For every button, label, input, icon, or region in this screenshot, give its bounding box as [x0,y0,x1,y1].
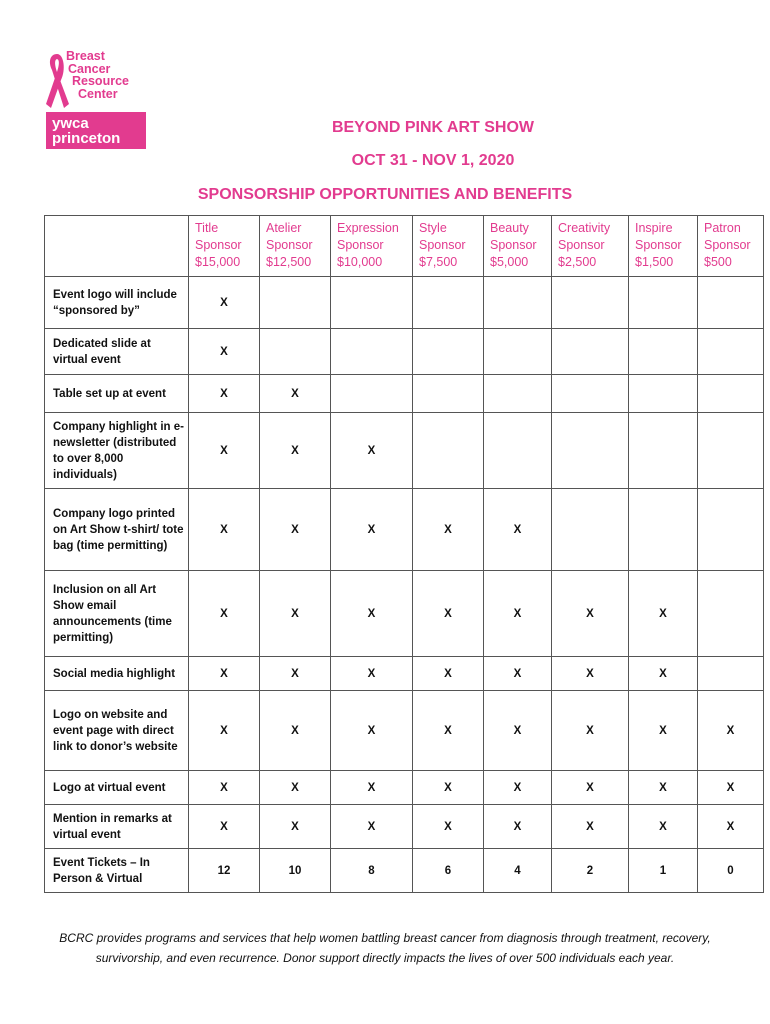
benefit-cell: X [189,413,260,489]
benefit-cell [484,329,552,375]
column-header: Style Sponsor $7,500 [413,216,484,277]
benefit-cell [484,375,552,413]
benefit-cell [629,413,698,489]
benefit-cell: X [189,691,260,771]
column-header: Beauty Sponsor $5,000 [484,216,552,277]
benefit-cell [629,489,698,571]
benefit-cell: X [189,489,260,571]
benefit-cell [629,329,698,375]
table-row [45,849,764,893]
benefit-cell: X [331,805,413,849]
benefit-cell [331,329,413,375]
benefit-cell [629,375,698,413]
benefit-cell: X [331,571,413,657]
benefit-cell: 0 [698,849,764,893]
benefit-cell: X [331,657,413,691]
benefit-cell: X [484,771,552,805]
table-row [45,771,764,805]
event-dates: OCT 31 - NOV 1, 2020 [351,152,515,169]
benefit-cell [698,413,764,489]
column-header: Inspire Sponsor $1,500 [629,216,698,277]
benefit-label: Table set up at event [45,375,189,413]
column-header: Patron Sponsor $500 [698,216,764,277]
logo-line-4: Center [78,86,118,101]
benefit-cell: X [629,571,698,657]
column-header: Title Sponsor $15,000 [189,216,260,277]
benefit-cell: X [260,375,331,413]
benefit-cell [331,277,413,329]
benefit-cell: X [629,771,698,805]
table-row [45,489,764,571]
benefit-cell: X [189,771,260,805]
benefit-cell: X [331,413,413,489]
benefit-cell [331,375,413,413]
benefit-cell: 2 [552,849,629,893]
benefit-label: Event Tickets – In Person & Virtual [45,849,189,893]
benefit-cell: X [260,771,331,805]
benefit-cell: X [484,489,552,571]
benefit-cell: X [331,489,413,571]
benefit-cell: X [484,691,552,771]
sponsorship-table [44,215,764,893]
column-header: Expression Sponsor $10,000 [331,216,413,277]
benefit-cell: X [260,691,331,771]
benefit-cell: X [260,571,331,657]
benefit-cell: X [629,691,698,771]
benefit-cell: X [413,691,484,771]
benefit-cell: X [189,805,260,849]
benefit-cell: X [484,571,552,657]
table-row [45,691,764,771]
benefit-cell: 1 [629,849,698,893]
table-row [45,277,764,329]
benefit-cell [698,571,764,657]
benefit-cell: X [189,657,260,691]
benefit-cell: 4 [484,849,552,893]
benefit-label: Logo at virtual event [45,771,189,805]
benefit-cell: 8 [331,849,413,893]
benefit-cell: X [413,657,484,691]
benefit-cell: X [552,771,629,805]
logo-line-3: Resource [72,74,129,88]
table-row [45,805,764,849]
benefit-cell: X [413,489,484,571]
benefit-label: Company logo printed on Art Show t-shirt/ tote bag (time permitting) [45,489,189,571]
benefit-label: Logo on website and event page with direct link to donor’s website [45,691,189,771]
benefit-cell: X [413,571,484,657]
benefit-label: Company highlight in e-newsletter (distributed to over 8,000 individuals) [45,413,189,489]
benefit-cell: X [331,771,413,805]
benefit-cell [413,375,484,413]
benefit-label: Mention in remarks at virtual event [45,805,189,849]
benefit-cell: X [413,805,484,849]
benefit-cell [552,489,629,571]
benefit-cell: X [698,691,764,771]
benefit-cell [698,657,764,691]
table-row [45,329,764,375]
table-row [45,571,764,657]
footer-note: BCRC provides programs and services that help women battling breast cancer from diagnosis through treatment, recovery, survivorship, and even recurrence. Donor support directly impacts the lives of over 500 individuals each year. [59,931,711,965]
benefit-cell [552,413,629,489]
table-row [45,375,764,413]
page-subtitle: SPONSORSHIP OPPORTUNITIES AND BENEFITS [197,186,573,203]
benefit-cell: X [629,657,698,691]
benefit-cell: X [260,657,331,691]
column-header: Atelier Sponsor $12,500 [260,216,331,277]
benefit-cell: X [629,805,698,849]
benefit-cell: X [552,657,629,691]
benefit-cell: X [189,277,260,329]
column-header: Creativity Sponsor $2,500 [552,216,629,277]
logo-wordmark [66,50,129,100]
benefit-cell: X [260,489,331,571]
benefit-cell [552,375,629,413]
benefit-cell [413,277,484,329]
benefit-cell: 6 [413,849,484,893]
benefit-cell: X [484,657,552,691]
benefit-label: Inclusion on all Art Show email announcements (time permitting) [45,571,189,657]
benefit-cell [552,329,629,375]
princeton-label: princeton [52,130,121,147]
benefit-cell [629,277,698,329]
benefit-cell: X [260,805,331,849]
benefit-cell: X [260,413,331,489]
benefit-label: Dedicated slide at virtual event [45,329,189,375]
benefit-cell [413,329,484,375]
benefit-cell: X [484,805,552,849]
benefit-label: Social media highlight [45,657,189,691]
header-corner [45,216,189,277]
benefit-cell: X [189,571,260,657]
table-row [45,413,764,489]
benefit-cell: X [552,805,629,849]
page-title: BEYOND PINK ART SHOW [331,119,535,136]
benefit-cell: X [189,329,260,375]
benefit-cell: 10 [260,849,331,893]
benefit-cell: X [189,375,260,413]
benefit-cell [484,277,552,329]
benefit-cell: X [552,691,629,771]
benefit-cell [698,277,764,329]
benefit-label: Event logo will include “sponsored by” [45,277,189,329]
benefit-cell: X [331,691,413,771]
benefit-cell: X [698,771,764,805]
table-header-row [45,216,764,277]
benefit-cell [552,277,629,329]
benefit-cell [413,413,484,489]
table-row [45,657,764,691]
benefit-cell: 12 [189,849,260,893]
benefit-cell [260,277,331,329]
benefit-cell: X [552,571,629,657]
benefit-cell [484,413,552,489]
benefit-cell [698,489,764,571]
benefit-cell: X [698,805,764,849]
benefit-cell [698,375,764,413]
logo-line-1: Breast [66,49,105,63]
ywca-label: ywca [52,115,89,132]
benefit-cell [260,329,331,375]
benefit-cell: X [413,771,484,805]
benefit-cell [698,329,764,375]
logo-line-2: Cancer [68,61,111,76]
